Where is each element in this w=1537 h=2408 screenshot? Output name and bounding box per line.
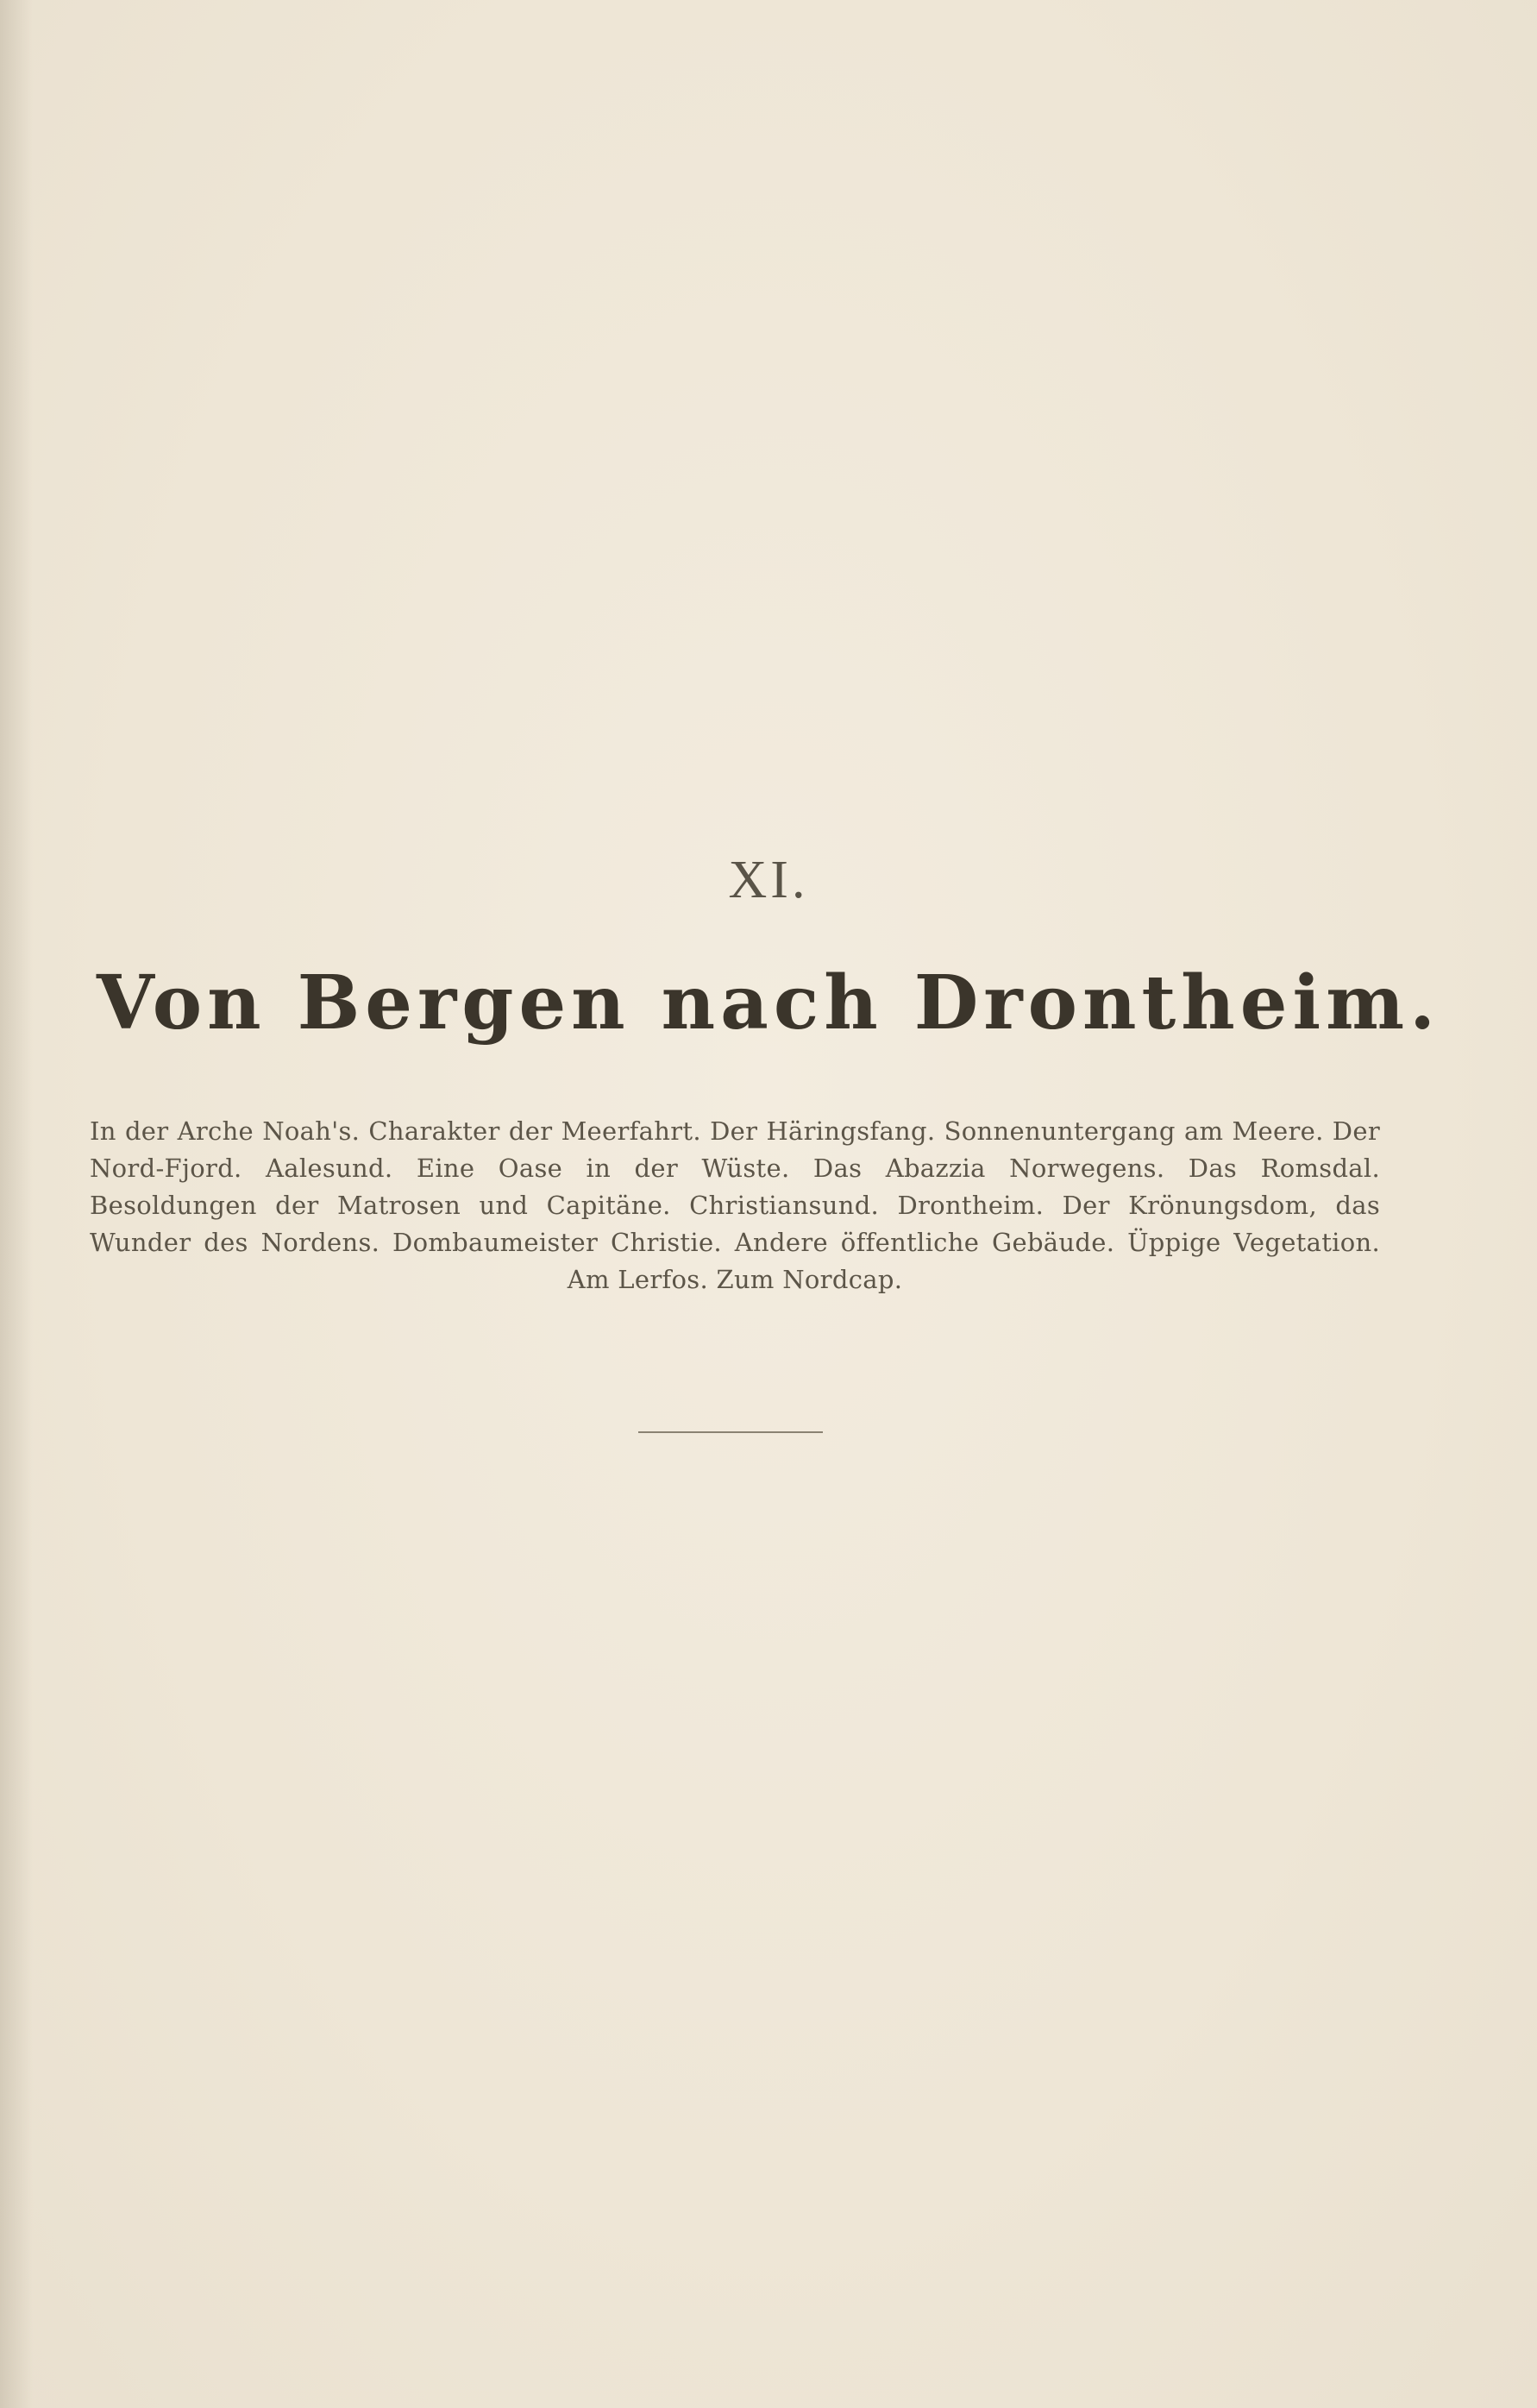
chapter-number: XI.	[728, 851, 809, 909]
binding-shadow	[0, 0, 33, 2408]
chapter-title: Von Bergen nach Drontheim.	[96, 959, 1441, 1047]
divider-rule	[638, 1431, 823, 1433]
chapter-summary: In der Arche Noah's. Charakter der Meerfahrt. Der Häringsfang. Sonnenuntergang am Meere. Der Nord-Fjord. Aalesund. Eine Oase in der Wüste. Das Abazzia Norwegens. Das Romsdal. Besoldungen der Matrosen und Capitäne. Christiansund. Drontheim. Der Krönungsdom, das Wunder des Nordens. Dombaumeister Christie. Andere öffentliche Gebäude. Üppige Vegetation. Am Lerfos. Zum Nordcap.	[90, 1116, 1380, 1294]
